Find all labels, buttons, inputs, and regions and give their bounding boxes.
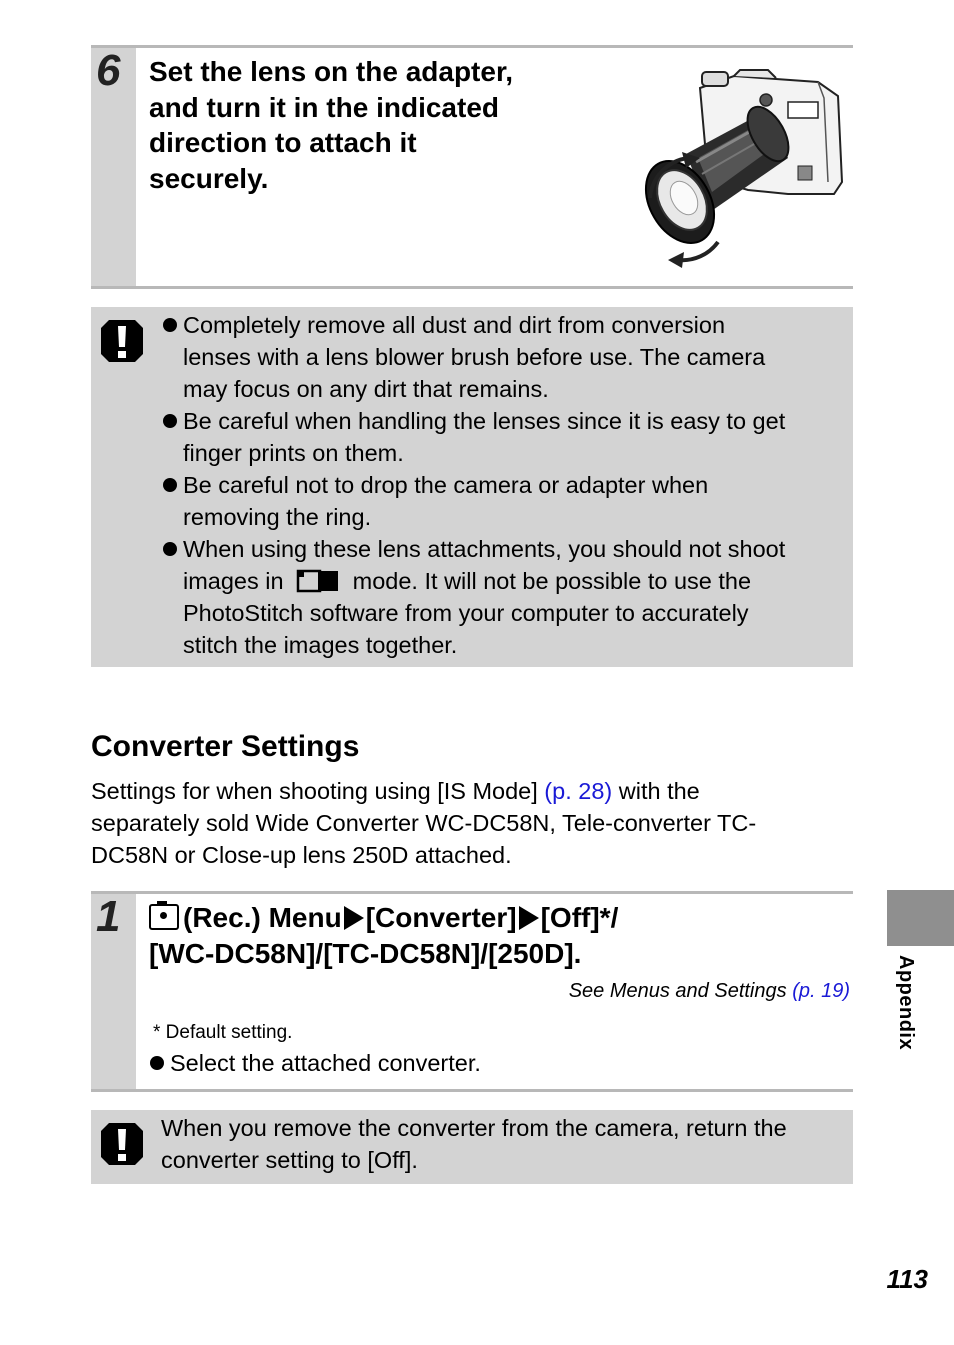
step1-top-rule	[91, 891, 853, 894]
appendix-tab[interactable]	[887, 890, 954, 946]
step1-title	[149, 900, 849, 971]
page-link-19[interactable]: (p. 19)	[792, 980, 850, 1002]
list-item	[158, 533, 848, 661]
step6-bottom-rule	[91, 286, 853, 289]
see-text: See Menus and Settings	[568, 980, 787, 1002]
step6-title-line: securely.	[149, 162, 269, 194]
default-footnote: * Default setting.	[153, 1022, 293, 1043]
bullet-line: Be careful not to drop the camera or adapter when	[183, 472, 709, 498]
bullet-text: images in	[183, 568, 284, 594]
list-item	[158, 309, 848, 405]
intro-text: with the	[618, 778, 700, 804]
step6-title-line: and turn it in the indicated	[149, 91, 499, 123]
bullet-line: Be careful when handling the lenses since it is easy to get	[183, 408, 786, 434]
arrow-right-icon	[519, 906, 539, 930]
bullet-line: removing the ring.	[183, 504, 372, 530]
arrow-right-icon	[344, 906, 364, 930]
caution2-line: converter setting to [Off].	[161, 1147, 418, 1173]
step1-title-line: [WC-DC58N]/[TC-DC58N]/[250D].	[149, 937, 582, 969]
caution2-text	[161, 1112, 851, 1176]
list-item	[158, 405, 848, 469]
camera-converter-illustration	[638, 62, 850, 272]
bullet-line: lenses with a lens blower brush before use. The camera	[183, 344, 766, 370]
record-mode-icon	[149, 904, 179, 930]
page-number: 113	[886, 1264, 928, 1294]
bullet-text: mode. It will not be possible to use the	[352, 568, 752, 594]
menu-value: [Off]*/	[540, 902, 619, 933]
bullet-text: Select the attached converter.	[170, 1050, 481, 1076]
intro-line	[91, 775, 851, 807]
exclamation-caution-icon	[99, 318, 145, 364]
step6-title-line: Set the lens on the adapter,	[149, 56, 514, 87]
list-item	[158, 469, 848, 533]
step1-number: 1	[96, 892, 121, 941]
step6-number: 6	[96, 46, 121, 95]
bullet-line: PhotoStitch software from your computer to accurately	[183, 600, 749, 626]
caution-bullet-list	[158, 309, 848, 661]
stitch-assist-icon	[296, 569, 340, 593]
exclamation-caution-icon	[99, 1121, 145, 1167]
step1-title-line	[149, 900, 849, 936]
see-reference	[420, 980, 850, 1003]
step6-title-line: direction to attach it	[149, 127, 417, 158]
bullet-line: When using these lens attachments, you should not shoot	[183, 536, 786, 562]
section-intro	[91, 775, 851, 871]
menu-name: (Rec.) Menu	[183, 902, 342, 933]
intro-line: separately sold Wide Converter WC-DC58N, Tele-converter TC-	[91, 810, 757, 836]
appendix-tab-label: Appendix	[895, 955, 917, 1051]
intro-text: Settings for when shooting using [IS Mode]	[91, 778, 538, 804]
step1-bottom-rule	[91, 1089, 853, 1092]
menu-item: [Converter]	[365, 902, 517, 933]
bullet-dot	[150, 1056, 164, 1070]
step1-bullet	[150, 1047, 481, 1079]
bullet-line	[183, 565, 848, 597]
bullet-line: finger prints on them.	[183, 440, 404, 466]
page-link-28[interactable]: (p. 28)	[544, 778, 613, 804]
section-heading: Converter Settings	[91, 730, 360, 763]
bullet-line: Completely remove all dust and dirt from conversion	[183, 312, 726, 338]
bullet-line: stitch the images together.	[183, 632, 458, 658]
bullet-line: may focus on any dirt that remains.	[183, 376, 549, 402]
caution2-line: When you remove the converter from the camera, return the	[161, 1115, 787, 1141]
step6-title	[149, 54, 619, 196]
intro-line: DC58N or Close-up lens 250D attached.	[91, 842, 512, 868]
step6-top-rule	[91, 45, 853, 48]
